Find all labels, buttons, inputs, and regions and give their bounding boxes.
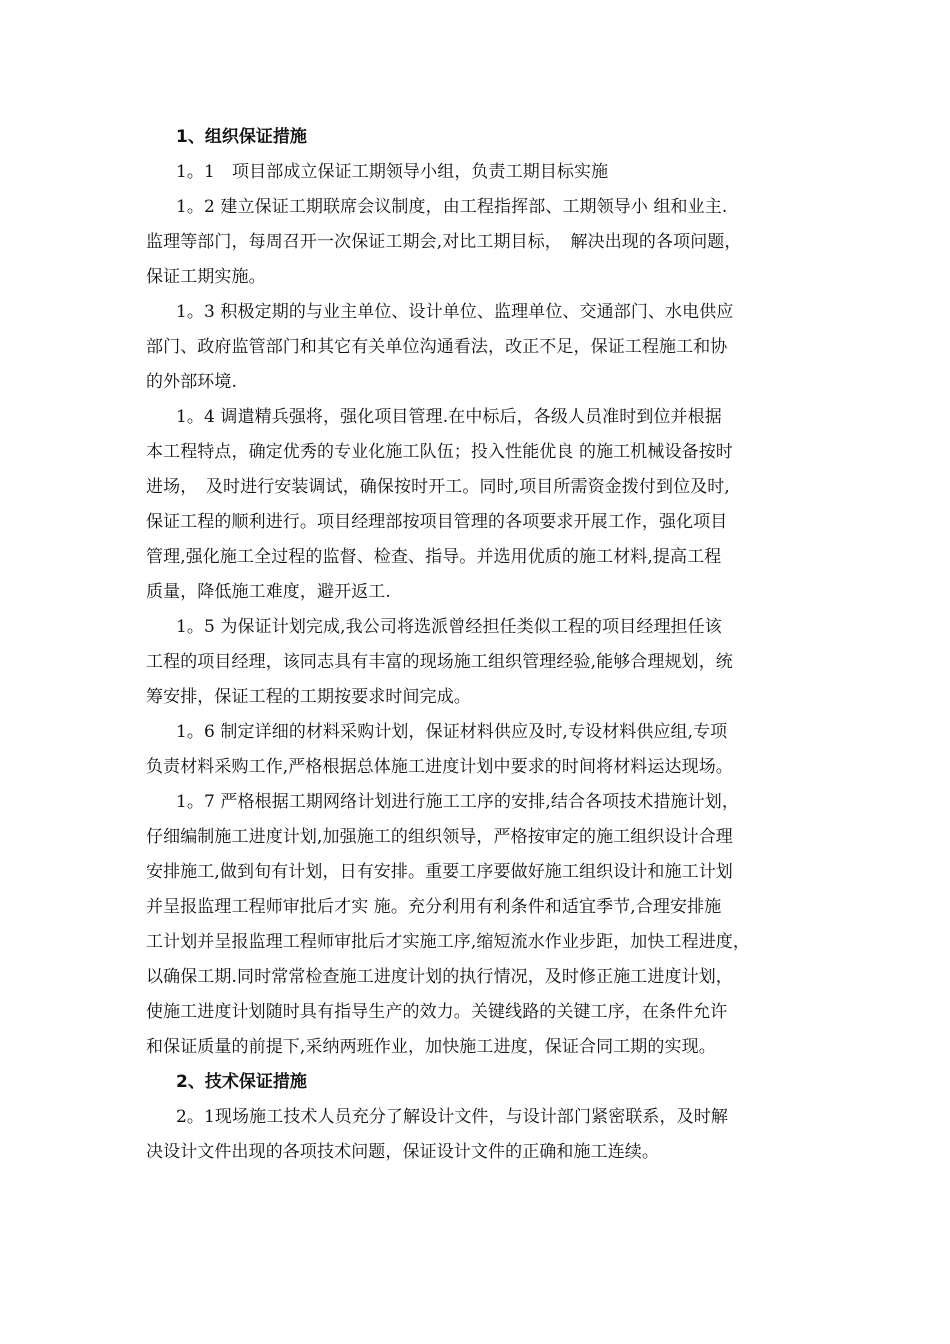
paragraph-line: 安排施工,做到旬有计划，日有安排。重要工序要做好施工组织设计和施工计划 (146, 862, 733, 882)
paragraph-line: 监理等部门，每周召开一次保证工期会,对比工期目标， 解决出现的各项问题， (146, 232, 742, 252)
paragraph-1-5 (146, 610, 810, 715)
paragraph-line: 质量，降低施工难度，避开返工. (146, 582, 391, 602)
paragraph-line: 以确保工期.同时常常检查施工进度计划的执行情况，及时修正施工进度计划， (146, 967, 733, 987)
paragraph-line: 2。1现场施工技术人员充分了解设计文件，与设计部门紧密联系，及时解 (176, 1107, 728, 1127)
paragraph-1-6 (146, 715, 810, 785)
paragraph-line: 本工程特点，确定优秀的专业化施工队伍；投入性能优良 的施工机械设备按时 (146, 442, 733, 462)
paragraph-line: 保证工程的顺利进行。项目经理部按项目管理的各项要求开展工作，强化项目 (146, 512, 728, 532)
paragraph-line: 1。4 调遣精兵强将，强化项目管理.在中标后，各级人员准时到位并根据 (176, 407, 722, 427)
section-heading-2: 2、技术保证措施 (176, 1072, 307, 1092)
section-heading-1: 1、组织保证措施 (176, 127, 307, 147)
paragraph-line: 进场， 及时进行安装调试，确保按时开工。同时,项目所需资金拨付到位及时, (146, 477, 730, 497)
paragraph-1-4 (146, 400, 810, 610)
paragraph-line: 使施工进度计划随时具有指导生产的效力。关键线路的关键工序，在条件允许 (146, 1002, 728, 1022)
paragraph-line: 决设计文件出现的各项技术问题，保证设计文件的正确和施工连续。 (146, 1142, 659, 1162)
paragraph-line: 1。5 为保证计划完成,我公司将选派曾经担任类似工程的项目经理担任该 (176, 617, 722, 637)
paragraph-line: 管理,强化施工全过程的监督、检查、指导。并选用优质的施工材料,提高工程 (146, 547, 722, 567)
paragraph-1-2 (146, 190, 810, 295)
paragraph-line: 保证工期实施。 (146, 267, 266, 287)
paragraph-1-3 (146, 295, 810, 400)
paragraph-1-7 (146, 785, 810, 1065)
paragraph-line: 的外部环境. (146, 372, 238, 392)
paragraph-1-1 (146, 155, 810, 190)
paragraph-line: 部门、政府监管部门和其它有关单位沟通看法，改正不足，保证工程施工和协 (146, 337, 728, 357)
paragraph-line: 1。2 建立保证工期联席会议制度，由工程指挥部、工期领导小 组和业主. (176, 197, 728, 217)
paragraph-line: 1。6 制定详细的材料采购计划，保证材料供应及时,专设材料供应组,专项 (176, 722, 728, 742)
document-body (146, 120, 810, 1170)
paragraph-line: 1。7 严格根据工期网络计划进行施工工序的安排,结合各项技术措施计划， (176, 792, 739, 812)
paragraph-line: 工程的项目经理，该同志具有丰富的现场施工组织管理经验,能够合理规划，统 (146, 652, 733, 672)
paragraph-line: 仔细编制施工进度计划,加强施工的组织领导，严格按审定的施工组织设计合理 (146, 827, 733, 847)
paragraph-line: 和保证质量的前提下,采纳两班作业，加快施工进度，保证合同工期的实现。 (146, 1037, 716, 1057)
paragraph-line: 1。1 项目部成立保证工期领导小组，负责工期目标实施 (176, 162, 609, 182)
paragraph-line: 工计划并呈报监理工程师审批后才实施工序,缩短流水作业步距，加快工程进度， (146, 932, 751, 952)
paragraph-2-1 (146, 1100, 810, 1170)
paragraph-line: 1。3 积极定期的与业主单位、设计单位、监理单位、交通部门、水电供应 (176, 302, 734, 322)
paragraph-line: 并呈报监理工程师审批后才实 施。充分利用有利条件和适宜季节,合理安排施 (146, 897, 722, 917)
paragraph-line: 负责材料采购工作,严格根据总体施工进度计划中要求的时间将材料运达现场。 (146, 757, 733, 777)
paragraph-line: 筹安排，保证工程的工期按要求时间完成。 (146, 687, 471, 707)
